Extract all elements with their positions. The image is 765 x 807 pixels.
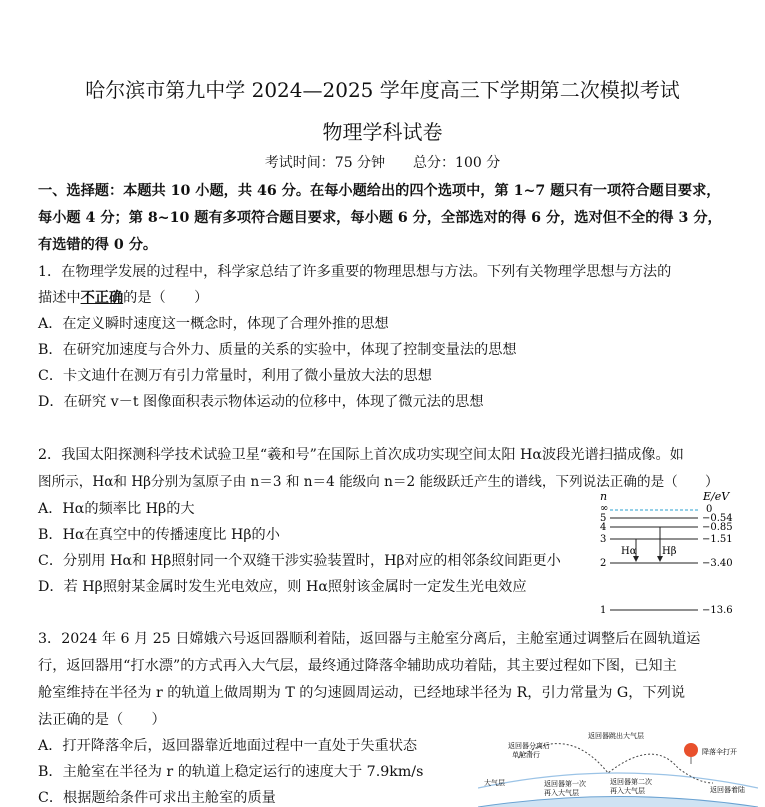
level-e-inf: 0 [706, 504, 713, 515]
q1-option-c: C．卡文迪什在测万有引力常量时，利用了微小量放大法的思想 [38, 368, 432, 384]
diagram-label: 返回器第一次 [544, 780, 586, 788]
q1-option-d: D．在研究 v－t 图像面积表示物体运动的位移中，体现了微元法的思想 [38, 394, 484, 410]
diagram-label: 大气层 [484, 779, 505, 787]
reentry-diagram [478, 728, 758, 807]
energy-level-diagram [588, 490, 738, 618]
diagram-label: 再入大气层 [544, 789, 579, 797]
exam-info: 考试时间：75 分钟 总分：100 分 [264, 155, 501, 171]
exam-subtitle: 物理学科试卷 [322, 120, 443, 144]
level-e-4: −0.85 [702, 522, 733, 533]
q3-option-c: C．根据题给条件可求出主舱室的质量 [38, 790, 276, 806]
q3-stem: 法正确的是（ ） [38, 712, 166, 728]
q3-stem: 行，返回器用“打水漂”的方式再入大气层，最终通过降落伞辅助成功着陆，其主要过程如下图，已知主 [38, 658, 677, 674]
diagram-label: 返回器跳出大气层 [588, 732, 644, 740]
q3-option-b: B．主舱室在半径为 r 的轨道上稳定运行的速度大于 7.9km/s [38, 764, 424, 780]
section-instructions-line: 一、选择题：本题共 10 小题，共 46 分。在每小题给出的四个选项中，第 1~7 题只有一项符合题目要求， [38, 183, 721, 199]
q2-option-c: C．分别用 Hα和 Hβ照射同一个双缝干涉实验装置时，Hβ对应的相邻条纹间距更小 [38, 553, 561, 569]
q2-option-d: D．若 Hβ照射某金属时发生光电效应，则 Hα照射该金属时一定发生光电效应 [38, 579, 527, 595]
diagram-label: 返回器分离后 [508, 742, 550, 750]
q2-option-b: B．Hα在真空中的传播速度比 Hβ的小 [38, 527, 280, 543]
section-instructions-line: 每小题 4 分；第 8~10 题有多项符合题目要求，每小题 6 分，全部选对的得 6 分，选对但不全的得 3 分， [38, 210, 722, 226]
q2-option-a: A．Hα的频率比 Hβ的大 [38, 501, 195, 517]
q3-stem: 3．2024 年 6 月 25 日嫦娥六号返回器顺利着陆，返回器与主舱室分离后，主舱室通过调整后在圆轨道运 [38, 631, 701, 647]
q1-option-a: A．在定义瞬时速度这一概念时，体现了合理外推的思想 [38, 316, 389, 332]
diagram-label: 再入大气层 [610, 787, 645, 795]
e-axis-label: E/eV [703, 490, 730, 503]
parachute-icon [684, 743, 698, 757]
level-e-3: −1.51 [702, 534, 733, 545]
earth-surface [478, 797, 758, 807]
level-e-5: −0.54 [702, 513, 733, 524]
q2-stem: 2．我国太阳探测科学技术试验卫星“羲和号”在国际上首次成功实现空间太阳 Hα波段光谱扫描成像。如 [38, 447, 684, 463]
level-n-inf: ∞ [600, 503, 609, 514]
q1-stem: 1．在物理学发展的过程中，科学家总结了许多重要的物理思想与方法。下列有关物理学思想与方法的 [38, 264, 672, 280]
q1-stem-suffix: 的是（ ） [123, 290, 209, 306]
h-alpha-label: Hα [621, 546, 637, 557]
level-n-1: 1 [600, 605, 607, 616]
level-n-4: 4 [600, 522, 607, 533]
h-beta-label: Hβ [662, 546, 677, 557]
level-e-2: −3.40 [702, 558, 733, 569]
q1-stem-line2 [38, 287, 208, 307]
diagram-label: 返回器第二次 [610, 778, 652, 786]
diagram-label: 返回器着陆 [710, 786, 745, 794]
q2-stem-line2: 图所示，Hα和 Hβ分别为氢原子由 n＝3 和 n＝4 能级向 n＝2 能级跃迁产生的谱线，下列说法正确的是（ ） [38, 474, 719, 490]
q3-stem: 舱室维持在半径为 r 的轨道上做周期为 T 的匀速圆周运动，已经地球半径为 R，引力常量为 G，下列说 [38, 685, 686, 701]
q1-stem-prefix: 描述中 [38, 290, 81, 306]
q3-option-a: A．打开降落伞后，返回器靠近地面过程中一直处于失重状态 [38, 738, 418, 754]
level-n-3: 3 [600, 534, 607, 545]
level-e-1: −13.6 [702, 605, 733, 616]
level-n-2: 2 [600, 558, 607, 569]
q1-option-b: B．在研究加速度与合外力、质量的关系的实验中，体现了控制变量法的思想 [38, 342, 517, 358]
diagram-label: 单舱滑行 [512, 751, 540, 759]
diagram-label: 降落伞打开 [702, 748, 737, 756]
q1-emphasis: 不正确 [80, 290, 124, 306]
n-axis-label: n [600, 490, 608, 503]
exam-title: 哈尔滨市第九中学 2024—2025 学年度高三下学期第二次模拟考试 [85, 78, 680, 102]
section-instructions-line: 有选错的得 0 分。 [38, 237, 158, 253]
level-n-5: 5 [600, 513, 607, 524]
